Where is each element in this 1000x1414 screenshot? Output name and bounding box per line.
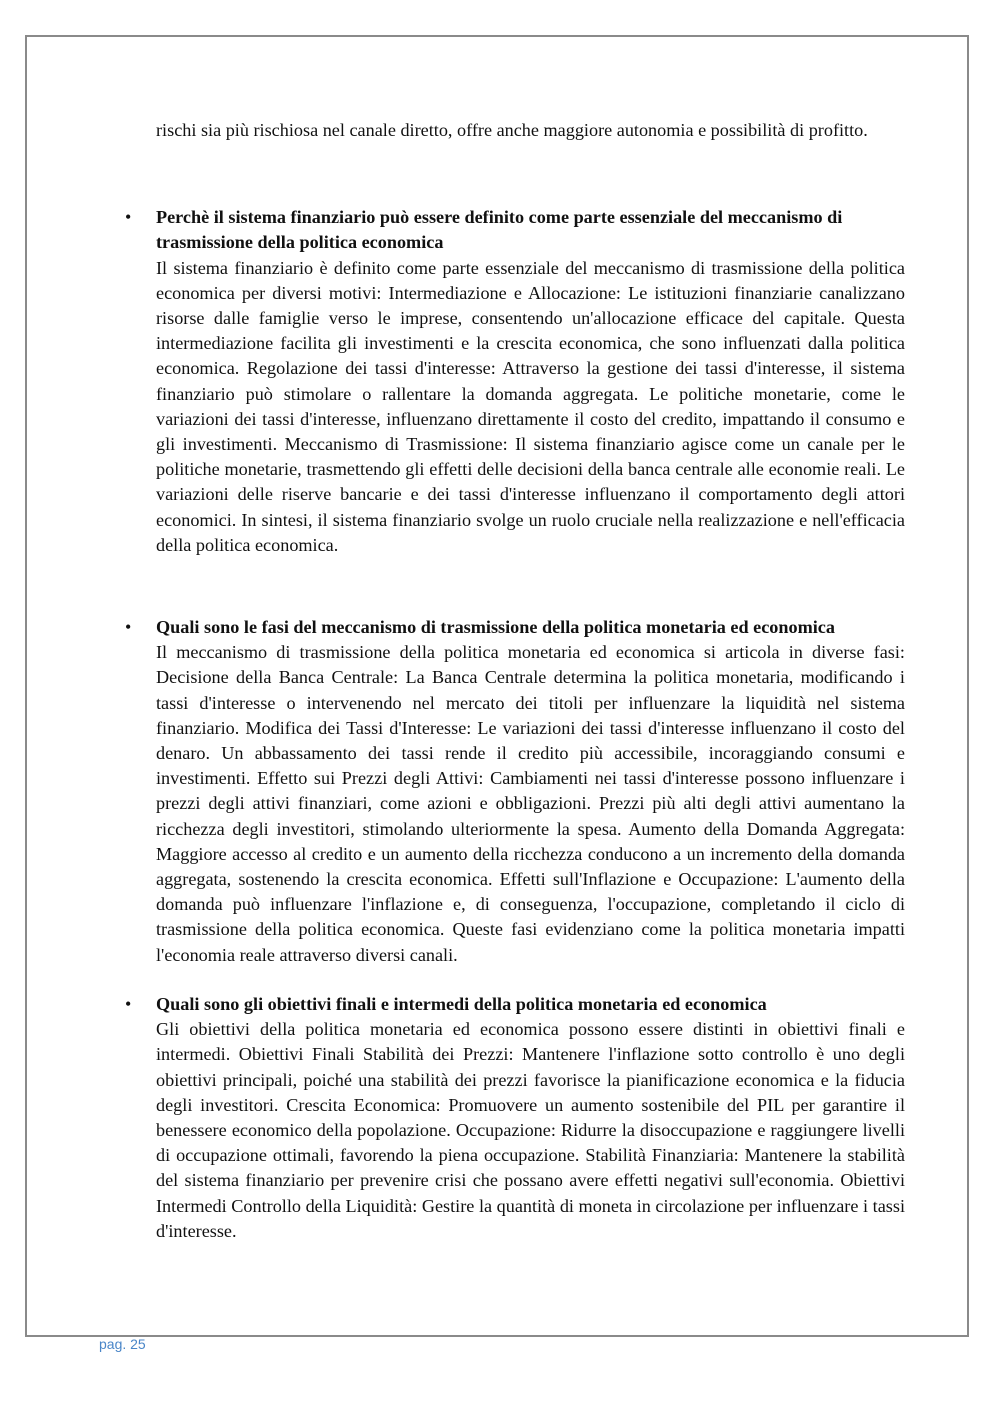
- bullet-icon: •: [125, 993, 132, 1014]
- section-question: Quali sono gli obiettivi finali e intermedi della politica monetaria ed economica: [156, 993, 767, 1014]
- section-question: Quali sono le fasi del meccanismo di trasmissione della politica monetaria ed economica: [156, 617, 835, 638]
- intro-paragraph: rischi sia più rischiosa nel canale diretto, offre anche maggiore autonomia e possibilità di profitto.: [156, 120, 868, 140]
- section-answer: Il meccanismo di trasmissione della politica monetaria ed economica si articola in diverse fasi: Decisione della Banca Centrale: La Banca Centrale determina la politica monetaria, modificando i tassi d'interesse o intervenendo nel mercato dei titoli per influenzare la liquidità nel sistema finanziario. Modifica dei Tassi d'Interesse: Le variazioni dei tassi d'interesse influenzano il costo del denaro. Un abbassamento dei tassi rende il credito più accessibile, incoraggiando consumi e investimenti. Effetto sui Prezzi degli Attivi: Cambiamenti nei tassi d'interesse possono influenzare i prezzi degli attivi finanziari, come azioni e obbligazioni. Prezzi più alti degli attivi aumentano la ricchezza degli investitori, stimolando ulteriormente la spesa. Aumento della Domanda Aggregata: Maggiore accesso al credito e un aumento della ricchezza conducono a un incremento della domanda aggregata, sostenendo la crescita economica. Effetti sull'Inflazione e Occupazione: L'aumento della domanda può influenzare l'inflazione e, di conseguenza, l'occupazione, completando il ciclo di trasmissione della politica economica. Queste fasi evidenziano come la politica monetaria impatti l'economia reale attraverso diversi canali.: [156, 642, 905, 965]
- document-body: [125, 118, 905, 1244]
- qa-section-objectives: [125, 992, 905, 1244]
- page-number: pag. 25: [99, 1336, 146, 1352]
- section-question: Perchè il sistema finanziario può essere definito come parte essenziale del meccanismo di trasmissione della politica economica: [156, 207, 843, 253]
- section-answer: Gli obiettivi della politica monetaria ed economica possono essere distinti in obiettivi finali e intermedi. Obiettivi Finali Stabilità dei Prezzi: Mantenere l'inflazione sotto controllo è uno degli obiettivi principali, poiché una stabilità dei prezzi favorisce la pianificazione economica e la fiducia degli investitori. Crescita Economica: Promuovere un aumento sostenibile del PIL per garantire il benessere economico della popolazione. Occupazione: Ridurre la disoccupazione e raggiungere livelli di occupazione ottimali, favorendo la piena occupazione. Stabilità Finanziaria: Mantenere la stabilità del sistema finanziario per prevenire crisi che possano avere effetti negativi sull'economia. Obiettivi Intermedi Controllo della Liquidità: Gestire la quantità di moneta in circolazione per influenzare i tassi d'interesse.: [156, 1019, 905, 1241]
- bullet-icon: •: [125, 617, 132, 638]
- qa-section-financial-system: [125, 205, 905, 558]
- qa-section-transmission-phases: [125, 615, 905, 968]
- bullet-icon: •: [125, 207, 132, 228]
- section-answer: Il sistema finanziario è definito come parte essenziale del meccanismo di trasmissione della politica economica per diversi motivi: Intermediazione e Allocazione: Le istituzioni finanziarie canalizzano risorse dalle famiglie verso le imprese, consentendo un'allocazione efficace del capitale. Questa intermediazione facilita gli investimenti e la crescita economica, che sono influenzati dalla politica economica. Regolazione dei tassi d'interesse: Attraverso la gestione dei tassi d'interesse, il sistema finanziario può stimolare o rallentare la domanda aggregata. Le politiche monetarie, come le variazioni dei tassi d'interesse, influenzano direttamente il costo del credito, impattando il consumo e gli investimenti. Meccanismo di Trasmissione: Il sistema finanziario agisce come un canale per le politiche monetarie, trasmettendo gli effetti delle decisioni della banca centrale alle economie reali. Le variazioni delle riserve bancarie e dei tassi d'interesse influenzano il comportamento degli attori economici. In sintesi, il sistema finanziario svolge un ruolo cruciale nella realizzazione e nell'efficacia della politica economica.: [156, 257, 905, 555]
